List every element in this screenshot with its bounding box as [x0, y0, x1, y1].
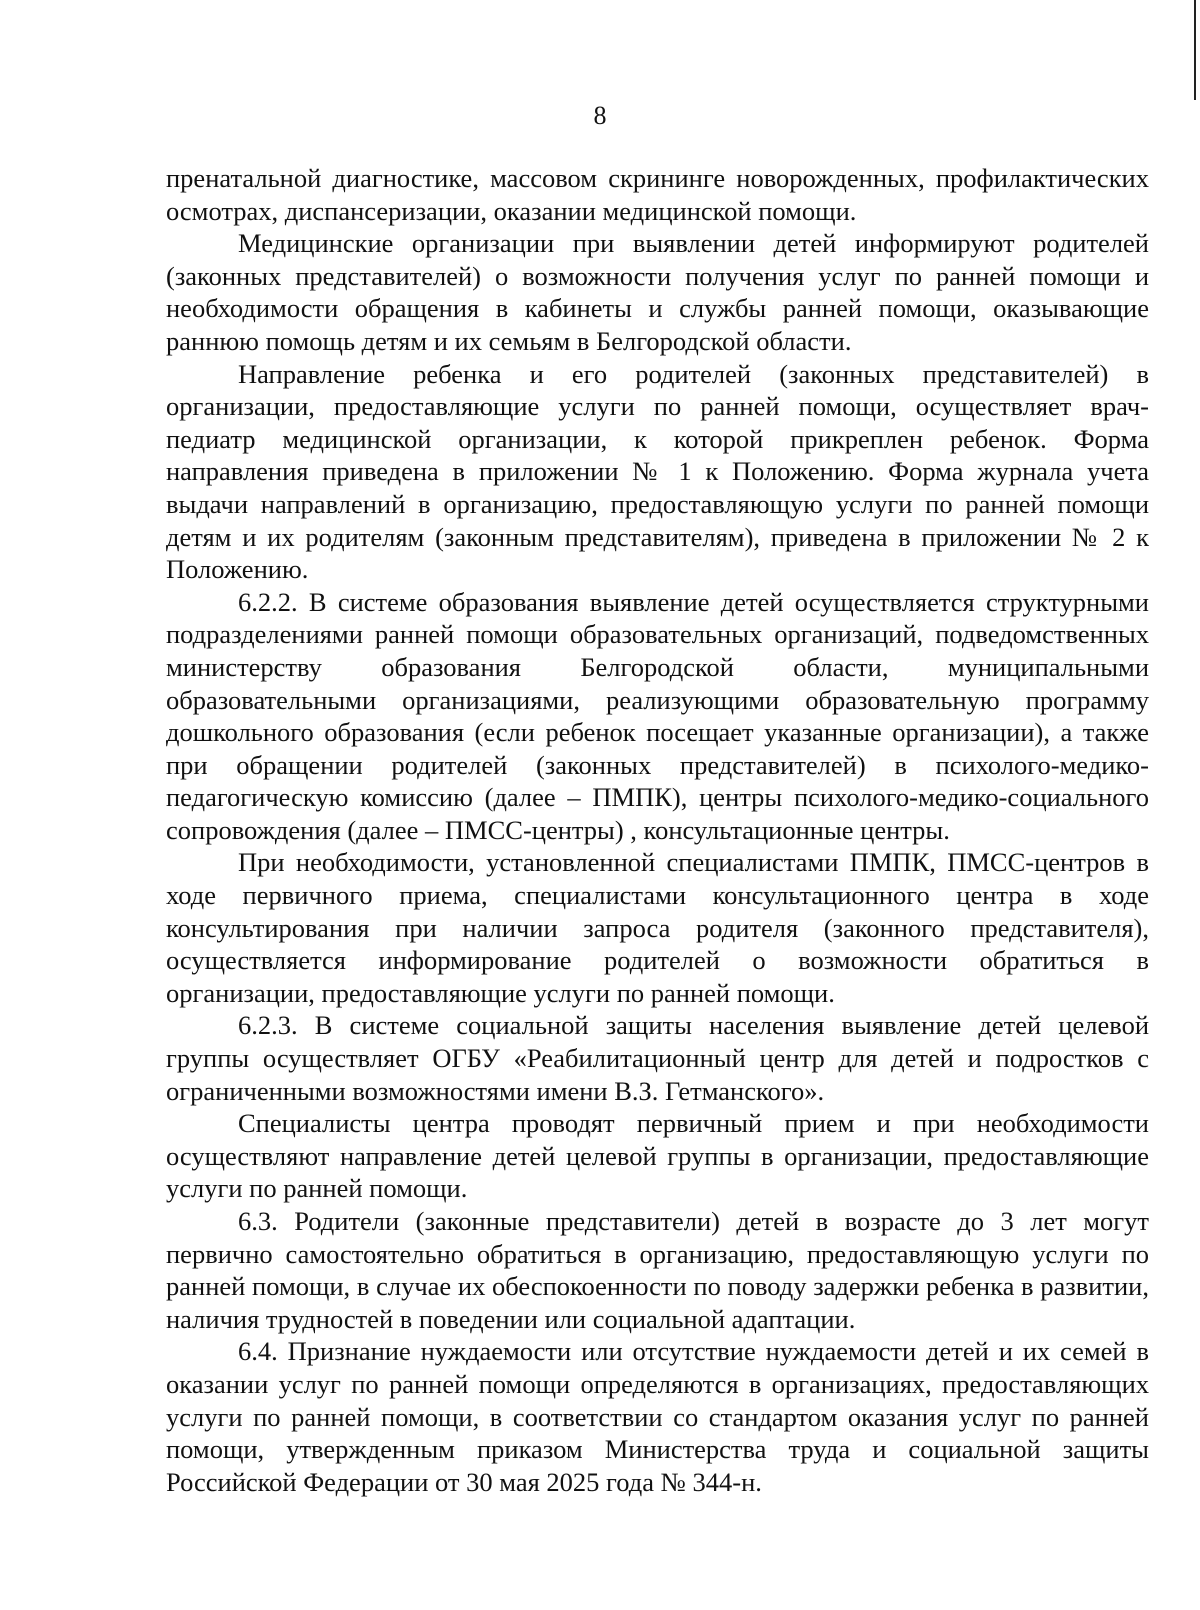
page-number: 8 — [593, 101, 607, 130]
scan-edge-line — [1194, 0, 1196, 100]
paragraph-pmpk-informing: При необходимости, установленной специалистами ПМПК, ПМСС-центров в ходе первичного приема, специалистами консультационного центра в ходе консультирования при наличии запроса родителя (законного представителя), осуществляется информирование родителей о возможности обратиться в организации, предоставляющие услуги по ранней помощи. — [166, 847, 1149, 1008]
paragraph-medical-organizations: Медицинские организации при выявлении детей информируют родителей (законных представителей) о возможности получения услуг по ранней помощи и необходимости обращения в кабинеты и службы ранней помощи, оказывающие раннюю помощь детям и их семьям в Белгородской области. — [166, 228, 1149, 356]
paragraph-referral: Направление ребенка и его родителей (законных представителей) в организации, предоставляющие услуги по ранней помощи, осуществляет врач-педиатр медицинской организации, к которой прикреплен ребенок. Форма направления приведена в приложении № 1 к Положению. Форма журнала учета выдачи направлений в организацию, предоставляющую услуги по ранней помощи детям и их родителям (законным представителям), приведена в приложении № 2 к Положению. — [166, 358, 1149, 585]
paragraph-6-2-2: 6.2.2. В системе образования выявление детей осуществляется структурными подразделениями ранней помощи образовательных организаций, подведомственных министерству образования Белгородской области, муниципальными образовательными организациями, реализующими образовательную программу дошкольного образования (если ребенок посещает указанные организации), а также при обращении родителей (законных представителей) в психолого-медико-педагогическую комиссию (далее – ПМПК), центры психолого-медико-социального сопровождения (далее – ПМСС-центры) , консультационные центры. — [166, 586, 1149, 845]
paragraph-6-3: 6.3. Родители (законные представители) детей в возрасте до 3 лет могут первично самостоятельно обратиться в организацию, предоставляющую услуги по ранней помощи, в случае их обеспокоенности по поводу задержки ребенка в развитии, наличия трудностей в поведении или социальной адаптации. — [166, 1206, 1149, 1334]
paragraph-center-specialists: Специалисты центра проводят первичный прием и при необходимости осуществляют направление детей целевой группы в организации, предоставляющие услуги по ранней помощи. — [166, 1108, 1149, 1204]
document-body — [166, 162, 1149, 1498]
paragraph-6-2-3: 6.2.3. В системе социальной защиты населения выявление детей целевой группы осуществляет ОГБУ «Реабилитационный центр для детей и подростков с ограниченными возможностями имени В.З. Гетманского». — [166, 1010, 1149, 1106]
paragraph-continuation: пренатальной диагностике, массовом скрининге новорожденных, профилактических осмотрах, диспансеризации, оказании медицинской помощи. — [166, 163, 1149, 226]
paragraph-6-4: 6.4. Признание нуждаемости или отсутствие нуждаемости детей и их семей в оказании услуг по ранней помощи определяются в организациях, предоставляющих услуги по ранней помощи, в соответствии со стандартом оказания услуг по ранней помощи, утвержденным приказом Министерства труда и социальной защиты Российской Федерации от 30 мая 2025 года № 344-н. — [166, 1336, 1149, 1497]
